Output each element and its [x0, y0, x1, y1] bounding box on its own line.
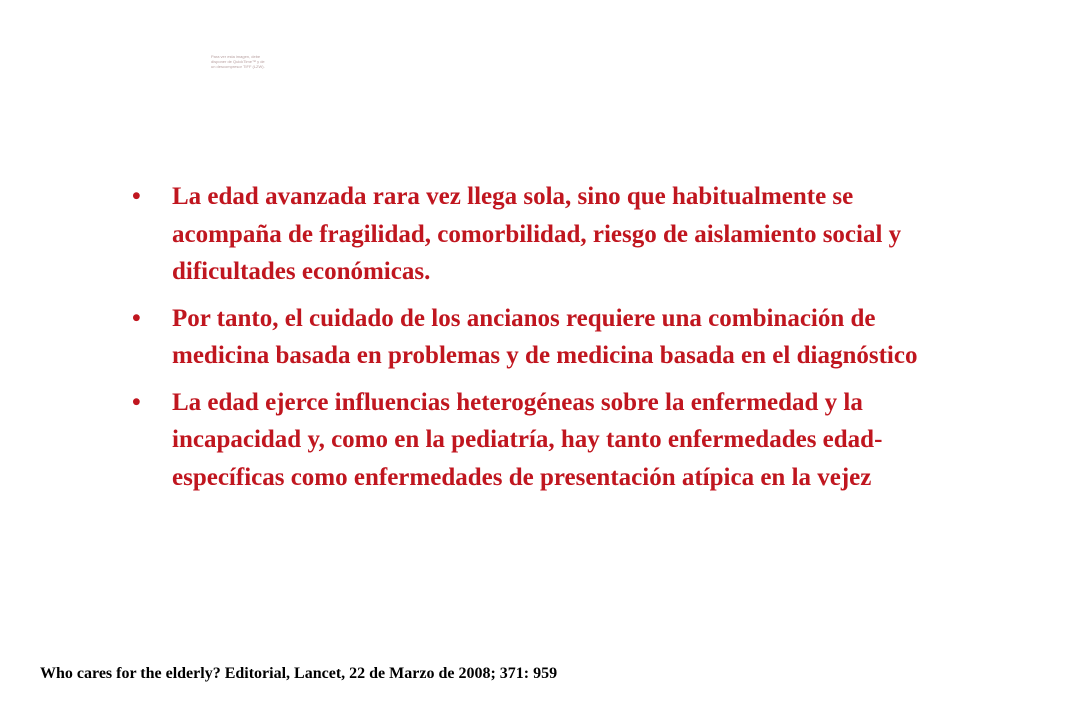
- missing-image-notice: [211, 54, 273, 69]
- bullet-item-advanced-age: [132, 178, 962, 291]
- bullet-item-elderly-care: [132, 300, 962, 375]
- bullet-text: La edad ejerce influencias heterogéneas sobre la enfermedad y la incapacidad y, como en la pediatría, hay tanto enfermedades edad-específicas como enfermedades de presentación atípica en la vejez: [172, 388, 883, 491]
- missing-image-notice-line: Para ver esta imagen, debe: [211, 54, 261, 59]
- bullet-item-heterogeneous-influences: [132, 384, 962, 497]
- missing-image-notice-line: un descompresor TIFF (LZW).: [211, 64, 265, 69]
- missing-image-notice-line: disponer de QuickTime™ y de: [211, 59, 265, 64]
- bullet-text: Por tanto, el cuidado de los ancianos requiere una combinación de medicina basada en problemas y de medicina basada en el diagnóstico: [172, 304, 918, 369]
- bullet-dot: •: [132, 388, 141, 416]
- citation: Who cares for the elderly? Editorial, Lancet, 22 de Marzo de 2008; 371: 959: [40, 665, 558, 682]
- bullet-dot: •: [132, 183, 141, 210]
- bullet-list: [132, 178, 962, 505]
- bullet-dot: •: [132, 304, 141, 332]
- bullet-text: La edad avanzada rara vez llega sola, sino que habitualmente se acompaña de fragilidad, comorbilidad, riesgo de aislamiento social y dificultades económicas.: [172, 183, 902, 285]
